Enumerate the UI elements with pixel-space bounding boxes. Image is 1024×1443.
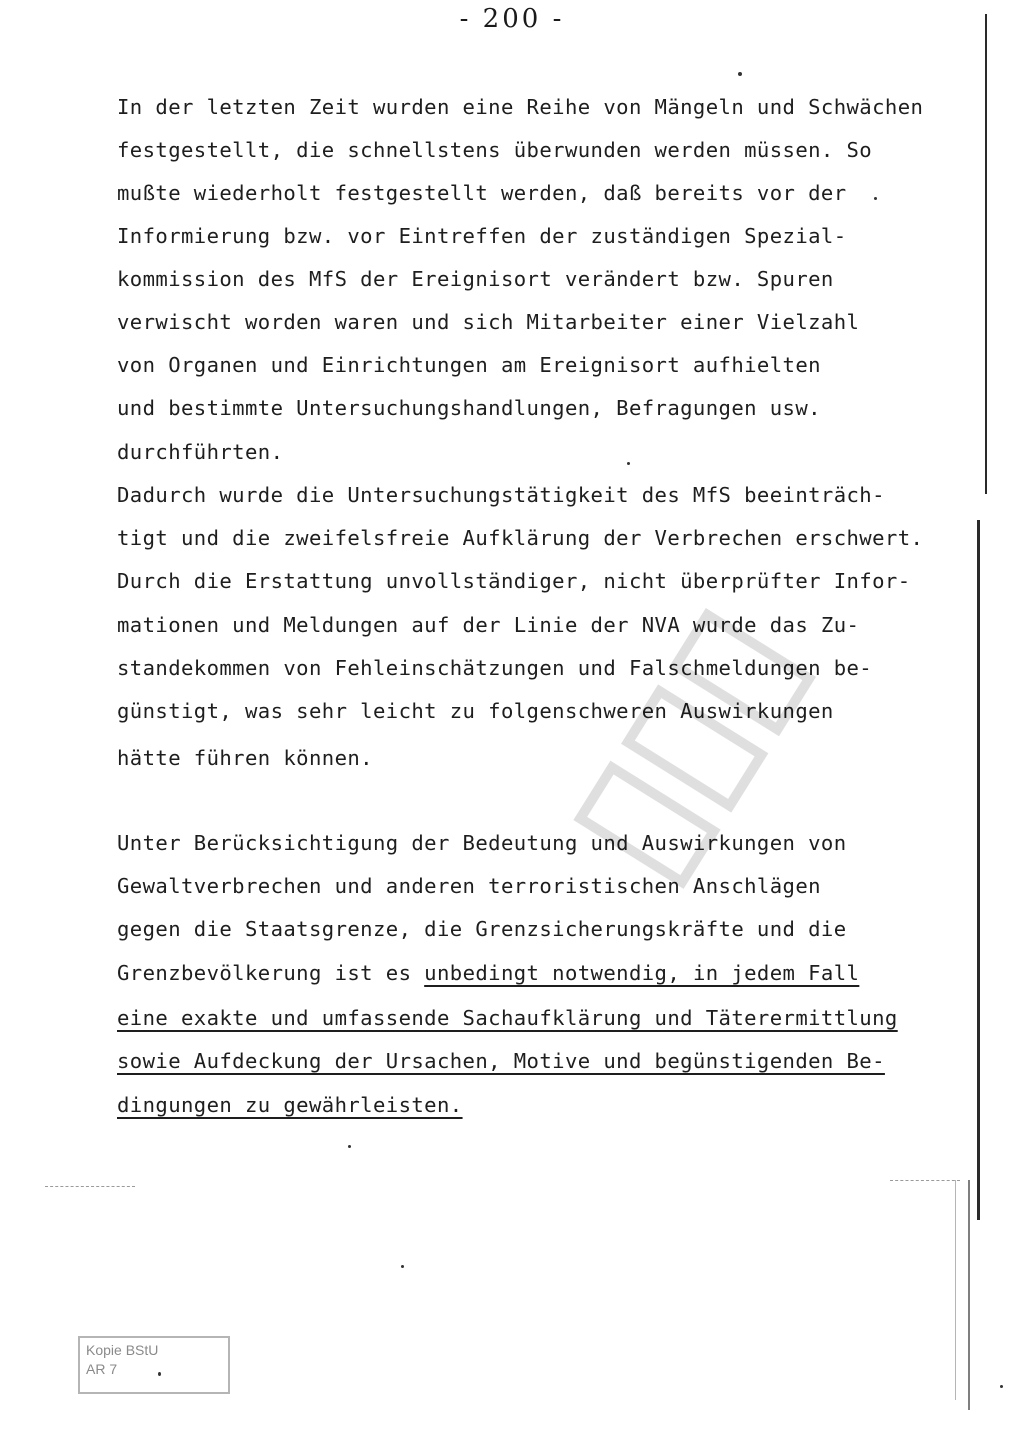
text-line: Unter Berücksichtigung der Bedeutung und Auswirkungen von: [117, 831, 847, 855]
speck: [874, 197, 877, 200]
archive-stamp: [78, 1336, 230, 1394]
scan-line: [890, 1180, 960, 1181]
margin-bar: [955, 1180, 956, 1400]
speck: [401, 1265, 404, 1268]
text-line: mußte wiederholt festgestellt werden, daß bereits vor der: [117, 181, 847, 205]
text-line: standekommen von Fehleinschätzungen und Falschmeldungen be-: [117, 656, 873, 680]
text-line: von Organen und Einrichtungen am Ereignisort aufhielten: [117, 353, 821, 377]
stamp-text: Kopie BStU: [86, 1342, 159, 1358]
underlined-text-line: dingungen zu gewährleisten.: [117, 1093, 463, 1117]
page-number: - 200 -: [459, 4, 565, 34]
text-line: Gewaltverbrechen und anderen terroristischen Anschlägen: [117, 874, 821, 898]
text-line: In der letzten Zeit wurden eine Reihe von Mängeln und Schwächen: [117, 95, 924, 119]
text-line-plain: Grenzbevölkerung ist es: [117, 961, 425, 985]
underlined-text-line: eine exakte und umfassende Sachaufklärung und Täterermittlung: [117, 1006, 898, 1030]
underlined-text: unbedingt notwendig, in jedem Fall: [424, 961, 860, 985]
underlined-text-line: sowie Aufdeckung der Ursachen, Motive und begünstigenden Be-: [117, 1049, 885, 1073]
text-line: und bestimmte Untersuchungshandlungen, Befragungen usw.: [117, 396, 821, 420]
text-line: durchführten.: [117, 440, 284, 464]
text-line: gegen die Staatsgrenze, die Grenzsicherungskräfte und die: [117, 917, 847, 941]
margin-bar: [977, 520, 980, 1220]
margin-bar: [968, 1180, 970, 1410]
text-line: verwischt worden waren und sich Mitarbeiter einer Vielzahl: [117, 310, 860, 334]
speck: [627, 462, 630, 465]
text-line: [117, 961, 859, 985]
text-line: Informierung bzw. vor Eintreffen der zuständigen Spezial-: [117, 224, 847, 248]
speck: [738, 72, 742, 76]
stamp-text: AR 7: [86, 1361, 118, 1377]
text-line: Durch die Erstattung unvollständiger, nicht überprüfter Infor-: [117, 569, 911, 593]
text-line: Dadurch wurde die Untersuchungstätigkeit des MfS beeinträch-: [117, 483, 885, 507]
margin-bar: [985, 14, 987, 494]
text-line: tigt und die zweifelsfreie Aufklärung der Verbrechen erschwert.: [117, 526, 924, 550]
text-line: hätte führen können.: [117, 746, 373, 770]
text-line: kommission des MfS der Ereignisort verändert bzw. Spuren: [117, 267, 834, 291]
text-line: festgestellt, die schnellstens überwunden werden müssen. So: [117, 138, 873, 162]
text-line: mationen und Meldungen auf der Linie der NVA wurde das Zu-: [117, 613, 860, 637]
text-line: günstigt, was sehr leicht zu folgenschweren Auswirkungen: [117, 699, 834, 723]
scan-line: [45, 1186, 135, 1187]
speck: [1000, 1385, 1003, 1388]
speck: [348, 1145, 351, 1148]
